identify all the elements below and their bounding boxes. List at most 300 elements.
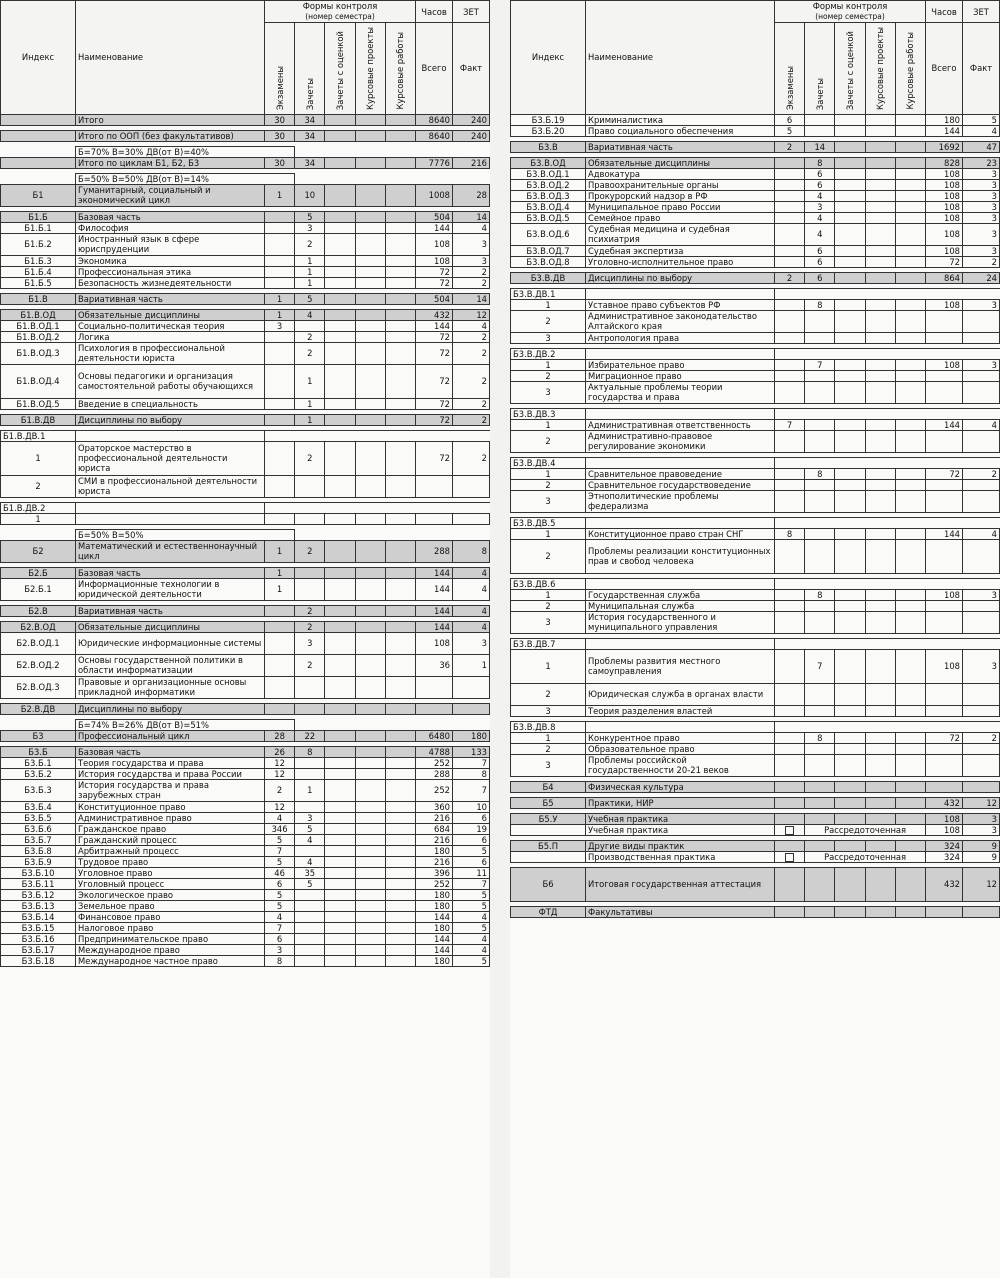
row-total-hours bbox=[926, 743, 963, 754]
row-credits bbox=[805, 430, 835, 452]
row-credits bbox=[805, 419, 835, 430]
row-fact-zet: 2 bbox=[453, 342, 490, 364]
row-total-hours: 72 bbox=[416, 342, 453, 364]
row-exams: 4 bbox=[265, 812, 295, 823]
row-exams bbox=[775, 359, 805, 370]
ratio-note-row bbox=[1, 719, 490, 730]
row-course-works bbox=[385, 746, 415, 757]
row-name: Трудовое право bbox=[76, 856, 265, 867]
row-index: Б1.В.ДВ bbox=[1, 414, 76, 425]
row-total-hours: 8640 bbox=[416, 114, 453, 125]
row-course-works bbox=[895, 743, 925, 754]
row-total-hours: 504 bbox=[416, 211, 453, 222]
row-total-hours: 72 bbox=[926, 732, 963, 743]
ratio-note-row bbox=[1, 173, 490, 184]
row-credits: 7 bbox=[805, 649, 835, 683]
header-course-projects: Курсовые проекты bbox=[865, 23, 895, 115]
row-name: Налоговое право bbox=[76, 922, 265, 933]
row-name: Психология в профессиональной деятельности юриста bbox=[76, 342, 265, 364]
row-total-hours: 108 bbox=[926, 299, 963, 310]
row-course-projects bbox=[865, 272, 895, 283]
row-credits bbox=[295, 475, 325, 497]
row-name: СМИ в профессиональной деятельности юриста bbox=[76, 475, 265, 497]
row-course-projects bbox=[355, 834, 385, 845]
row-course-projects bbox=[355, 768, 385, 779]
elective-group-index: Б3.В.ДВ.5 bbox=[511, 517, 586, 528]
row-course-works bbox=[385, 922, 415, 933]
row-fact-zet: 180 bbox=[453, 730, 490, 741]
row-course-projects bbox=[355, 211, 385, 222]
row-credits-grade bbox=[325, 900, 355, 911]
row-exams: 7 bbox=[265, 845, 295, 856]
row-name: Теория государства и права bbox=[76, 757, 265, 768]
row-name: Муниципальное право России bbox=[586, 201, 775, 212]
row-total-hours: 144 bbox=[926, 125, 963, 136]
row-course-works bbox=[895, 168, 925, 179]
table-body bbox=[1, 114, 490, 966]
row-exams bbox=[265, 703, 295, 714]
row-fact-zet: 3 bbox=[963, 201, 1000, 212]
row-total-hours bbox=[416, 703, 453, 714]
row-credits-grade bbox=[835, 539, 865, 573]
row-name: Антропология права bbox=[586, 332, 775, 343]
row-name bbox=[76, 513, 265, 524]
section-row bbox=[1, 130, 490, 141]
row-fact-zet: 5 bbox=[453, 955, 490, 966]
row-credits: 2 bbox=[295, 441, 325, 475]
row-total-hours: 72 bbox=[416, 364, 453, 398]
row-index: 1 bbox=[1, 441, 76, 475]
row-index: 2 bbox=[511, 479, 586, 490]
row-fact-zet: 2 bbox=[453, 441, 490, 475]
row-fact-zet: 8 bbox=[453, 540, 490, 562]
row-credits: 4 bbox=[295, 309, 325, 320]
row-fact-zet: 2 bbox=[963, 256, 1000, 267]
elective-group-blank bbox=[265, 430, 490, 441]
row-credits: 8 bbox=[805, 299, 835, 310]
row-name: Проблемы российской государственности 20-21 веков bbox=[586, 754, 775, 776]
row-total-hours: 4788 bbox=[416, 746, 453, 757]
row-credits: 1 bbox=[295, 364, 325, 398]
row-course-works bbox=[385, 266, 415, 277]
row-index: Б3.В.ОД.5 bbox=[511, 212, 586, 223]
row-exams bbox=[775, 223, 805, 245]
right-page bbox=[510, 0, 1000, 1278]
row-credits: 8 bbox=[805, 732, 835, 743]
row-credits-grade bbox=[835, 649, 865, 683]
row-course-works bbox=[385, 513, 415, 524]
row-name: Семейное право bbox=[586, 212, 775, 223]
row-course-projects bbox=[865, 419, 895, 430]
row-credits: 34 bbox=[295, 157, 325, 168]
section-row bbox=[511, 840, 1000, 851]
row-name: Вариативная часть bbox=[76, 605, 265, 616]
note-blank bbox=[1, 529, 76, 540]
row-credits: 4 bbox=[295, 856, 325, 867]
row-credits bbox=[805, 813, 835, 824]
row-total-hours bbox=[926, 705, 963, 716]
row-name: Конституционное право стран СНГ bbox=[586, 528, 775, 539]
row-course-projects bbox=[865, 611, 895, 633]
row-total-hours: 684 bbox=[416, 823, 453, 834]
row-exams bbox=[775, 705, 805, 716]
elective-group-blank bbox=[775, 721, 1000, 732]
row-credits: 3 bbox=[805, 201, 835, 212]
row-course-works bbox=[385, 222, 415, 233]
discipline-row bbox=[511, 479, 1000, 490]
row-course-projects bbox=[355, 255, 385, 266]
section-row bbox=[511, 797, 1000, 808]
row-total-hours: 828 bbox=[926, 157, 963, 168]
row-total-hours bbox=[926, 310, 963, 332]
elective-group-index: Б1.В.ДВ.1 bbox=[1, 430, 76, 441]
row-fact-zet: 3 bbox=[963, 190, 1000, 201]
row-course-works bbox=[895, 539, 925, 573]
header-index: Индекс bbox=[1, 1, 76, 115]
section-row bbox=[1, 414, 490, 425]
discipline-row bbox=[1, 364, 490, 398]
row-credits bbox=[295, 911, 325, 922]
row-name: Профессиональная этика bbox=[76, 266, 265, 277]
row-exams bbox=[775, 683, 805, 705]
row-credits: 5 bbox=[295, 823, 325, 834]
row-exams bbox=[775, 201, 805, 212]
elective-group-blank bbox=[586, 578, 775, 589]
row-credits-grade bbox=[325, 540, 355, 562]
row-course-works bbox=[895, 906, 925, 917]
row-course-projects bbox=[355, 889, 385, 900]
row-index bbox=[1, 157, 76, 168]
row-exams bbox=[775, 256, 805, 267]
row-credits bbox=[295, 703, 325, 714]
row-course-works bbox=[895, 797, 925, 808]
row-fact-zet: 3 bbox=[963, 245, 1000, 256]
discipline-row bbox=[511, 179, 1000, 190]
row-total-hours: 252 bbox=[416, 779, 453, 801]
row-exams: 1 bbox=[265, 293, 295, 304]
row-credits: 4 bbox=[805, 212, 835, 223]
row-course-works bbox=[895, 141, 925, 152]
row-credits bbox=[805, 600, 835, 611]
row-exams bbox=[775, 813, 805, 824]
row-course-works bbox=[385, 255, 415, 266]
row-credits bbox=[805, 332, 835, 343]
row-fact-zet: 4 bbox=[453, 621, 490, 632]
row-total-hours bbox=[926, 332, 963, 343]
row-credits bbox=[295, 578, 325, 600]
checkbox[interactable] bbox=[785, 853, 794, 862]
row-course-works bbox=[895, 754, 925, 776]
row-course-projects bbox=[865, 649, 895, 683]
row-course-works bbox=[895, 705, 925, 716]
section-row bbox=[511, 157, 1000, 168]
row-total-hours: 7776 bbox=[416, 157, 453, 168]
row-index: Б2.В.ОД.2 bbox=[1, 654, 76, 676]
row-index: 3 bbox=[511, 381, 586, 403]
row-total-hours: 108 bbox=[926, 223, 963, 245]
row-fact-zet: 3 bbox=[453, 233, 490, 255]
row-credits bbox=[805, 539, 835, 573]
row-credits-grade bbox=[835, 223, 865, 245]
row-credits-grade bbox=[325, 768, 355, 779]
row-name: Итого bbox=[76, 114, 265, 125]
note-blank bbox=[295, 173, 490, 184]
row-name: Обязательные дисциплины bbox=[586, 157, 775, 168]
row-fact-zet: 8 bbox=[453, 768, 490, 779]
row-exams: 2 bbox=[775, 272, 805, 283]
row-course-works bbox=[385, 834, 415, 845]
section-row bbox=[1, 540, 490, 562]
elective-group-blank bbox=[775, 408, 1000, 419]
row-course-works bbox=[385, 911, 415, 922]
row-credits bbox=[805, 310, 835, 332]
row-fact-zet: 3 bbox=[963, 813, 1000, 824]
row-index: Б1.Б.2 bbox=[1, 233, 76, 255]
row-course-projects bbox=[355, 676, 385, 698]
row-credits bbox=[295, 933, 325, 944]
row-course-works bbox=[895, 867, 925, 901]
row-credits-grade bbox=[835, 114, 865, 125]
row-exams bbox=[775, 468, 805, 479]
row-credits-grade bbox=[325, 309, 355, 320]
row-total-hours: 216 bbox=[416, 856, 453, 867]
row-exams bbox=[775, 649, 805, 683]
discipline-row bbox=[511, 528, 1000, 539]
row-fact-zet: 14 bbox=[453, 211, 490, 222]
header-forms: Формы контроля (номер семестра) bbox=[775, 1, 926, 23]
header-zet: ЗЕТ bbox=[963, 1, 1000, 23]
row-fact-zet: 12 bbox=[963, 797, 1000, 808]
discipline-row bbox=[1, 632, 490, 654]
row-course-works bbox=[385, 703, 415, 714]
row-exams: 1 bbox=[265, 540, 295, 562]
row-name: Практики, НИР bbox=[586, 797, 775, 808]
row-course-works bbox=[385, 632, 415, 654]
row-credits-grade bbox=[325, 654, 355, 676]
section-row bbox=[1, 703, 490, 714]
row-course-works bbox=[895, 479, 925, 490]
discipline-row bbox=[511, 600, 1000, 611]
row-course-works bbox=[385, 540, 415, 562]
row-exams bbox=[775, 157, 805, 168]
row-name: Проблемы развития местного самоуправления bbox=[586, 649, 775, 683]
row-name: Адвокатура bbox=[586, 168, 775, 179]
row-exams bbox=[775, 589, 805, 600]
row-name: Дисциплины по выбору bbox=[76, 703, 265, 714]
row-exams: 6 bbox=[265, 933, 295, 944]
row-credits-grade bbox=[325, 567, 355, 578]
row-course-projects bbox=[355, 900, 385, 911]
row-credits-grade bbox=[835, 600, 865, 611]
row-name: Прокурорский надзор в РФ bbox=[586, 190, 775, 201]
row-credits bbox=[295, 320, 325, 331]
row-course-works bbox=[895, 256, 925, 267]
row-fact-zet: 4 bbox=[963, 528, 1000, 539]
row-course-projects bbox=[865, 256, 895, 267]
practice-row bbox=[511, 824, 1000, 835]
row-fact-zet: 3 bbox=[963, 168, 1000, 179]
row-name: Ораторское мастерство в профессиональной деятельности юриста bbox=[76, 441, 265, 475]
section-row bbox=[511, 141, 1000, 152]
row-exams bbox=[775, 867, 805, 901]
row-name: Образовательное право bbox=[586, 743, 775, 754]
row-credits: 5 bbox=[295, 211, 325, 222]
row-course-works bbox=[385, 233, 415, 255]
row-credits: 8 bbox=[805, 157, 835, 168]
discipline-row bbox=[1, 233, 490, 255]
row-fact-zet: 7 bbox=[453, 757, 490, 768]
row-fact-zet: 3 bbox=[963, 359, 1000, 370]
row-index: Б3.Б.17 bbox=[1, 944, 76, 955]
discipline-row bbox=[1, 922, 490, 933]
row-exams: 12 bbox=[265, 801, 295, 812]
checkbox[interactable] bbox=[785, 826, 794, 835]
row-exams: 5 bbox=[265, 834, 295, 845]
row-fact-zet: 4 bbox=[453, 222, 490, 233]
row-total-hours: 432 bbox=[416, 309, 453, 320]
row-exams bbox=[775, 310, 805, 332]
row-course-works bbox=[895, 490, 925, 512]
row-total-hours: 180 bbox=[926, 114, 963, 125]
row-course-works bbox=[385, 676, 415, 698]
row-course-works bbox=[895, 381, 925, 403]
row-course-projects bbox=[355, 703, 385, 714]
row-credits-grade bbox=[835, 272, 865, 283]
row-course-projects bbox=[355, 779, 385, 801]
row-course-works bbox=[385, 845, 415, 856]
discipline-row bbox=[1, 768, 490, 779]
row-course-projects bbox=[355, 157, 385, 168]
row-exams bbox=[265, 211, 295, 222]
row-course-projects bbox=[865, 906, 895, 917]
row-credits bbox=[805, 683, 835, 705]
row-total-hours: 216 bbox=[416, 812, 453, 823]
row-index: 2 bbox=[511, 683, 586, 705]
row-credits-grade bbox=[835, 611, 865, 633]
row-course-projects bbox=[355, 414, 385, 425]
row-exams bbox=[265, 364, 295, 398]
row-credits: 2 bbox=[295, 233, 325, 255]
discipline-row bbox=[511, 212, 1000, 223]
discipline-row bbox=[511, 381, 1000, 403]
left-page bbox=[0, 0, 490, 1278]
row-course-works bbox=[895, 125, 925, 136]
row-credits: 6 bbox=[805, 245, 835, 256]
row-course-works bbox=[895, 732, 925, 743]
row-fact-zet: 7 bbox=[453, 878, 490, 889]
row-exams bbox=[265, 233, 295, 255]
discipline-row bbox=[1, 955, 490, 966]
row-total-hours: 144 bbox=[416, 621, 453, 632]
row-credits: 6 bbox=[805, 256, 835, 267]
row-exams bbox=[775, 906, 805, 917]
row-index: Б2.Б bbox=[1, 567, 76, 578]
row-index: 3 bbox=[511, 705, 586, 716]
row-exams bbox=[265, 654, 295, 676]
row-exams bbox=[775, 168, 805, 179]
row-fact-zet: 3 bbox=[963, 212, 1000, 223]
row-index: Б2.В.ОД.3 bbox=[1, 676, 76, 698]
section-row bbox=[511, 272, 1000, 283]
elective-group-blank bbox=[76, 430, 265, 441]
row-credits-grade bbox=[325, 632, 355, 654]
row-credits bbox=[805, 867, 835, 901]
row-course-works bbox=[385, 475, 415, 497]
row-course-works bbox=[895, 359, 925, 370]
row-credits bbox=[295, 955, 325, 966]
row-index bbox=[511, 851, 586, 862]
row-credits: 1 bbox=[295, 255, 325, 266]
row-name: Административное право bbox=[76, 812, 265, 823]
section-row bbox=[1, 730, 490, 741]
row-name: История государства и права России bbox=[76, 768, 265, 779]
row-total-hours: 144 bbox=[416, 605, 453, 616]
row-credits: 2 bbox=[295, 540, 325, 562]
row-exams bbox=[775, 370, 805, 381]
row-course-projects bbox=[865, 840, 895, 851]
row-credits-grade bbox=[835, 419, 865, 430]
row-course-projects bbox=[865, 867, 895, 901]
elective-group-index: Б3.В.ДВ.8 bbox=[511, 721, 586, 732]
row-name: Административно-правовое регулирование экономики bbox=[586, 430, 775, 452]
row-total-hours bbox=[926, 539, 963, 573]
row-course-works bbox=[895, 611, 925, 633]
row-exams: 5 bbox=[265, 889, 295, 900]
ratio-note: Б=50% В=50% ДВ(от В)=14% bbox=[76, 173, 295, 184]
row-credits: 2 bbox=[295, 621, 325, 632]
row-exams: 46 bbox=[265, 867, 295, 878]
row-course-works bbox=[385, 130, 415, 141]
header-total: Всего bbox=[416, 23, 453, 115]
elective-group-blank bbox=[775, 348, 1000, 359]
row-exams bbox=[775, 600, 805, 611]
row-exams bbox=[775, 430, 805, 452]
row-exams bbox=[775, 479, 805, 490]
row-course-projects bbox=[865, 813, 895, 824]
row-course-projects bbox=[355, 933, 385, 944]
row-index: 3 bbox=[511, 332, 586, 343]
row-total-hours: 108 bbox=[926, 359, 963, 370]
row-fact-zet: 4 bbox=[453, 567, 490, 578]
row-index: ФТД bbox=[511, 906, 586, 917]
row-course-works bbox=[385, 414, 415, 425]
row-total-hours: 144 bbox=[926, 419, 963, 430]
row-fact-zet: 3 bbox=[963, 649, 1000, 683]
row-name: Социально-политическая теория bbox=[76, 320, 265, 331]
row-credits bbox=[295, 567, 325, 578]
row-total-hours: 180 bbox=[416, 900, 453, 911]
row-index: Б3.Б.18 bbox=[1, 955, 76, 966]
row-total-hours: 108 bbox=[926, 245, 963, 256]
row-name: Сравнительное государствоведение bbox=[586, 479, 775, 490]
elective-group-blank bbox=[775, 517, 1000, 528]
row-total-hours: 144 bbox=[926, 528, 963, 539]
row-total-hours: 144 bbox=[416, 578, 453, 600]
row-exams bbox=[775, 212, 805, 223]
row-course-projects bbox=[355, 922, 385, 933]
row-fact-zet bbox=[963, 906, 1000, 917]
row-name: Актуальные проблемы теории государства и права bbox=[586, 381, 775, 403]
row-credits bbox=[295, 889, 325, 900]
row-name: Конституционное право bbox=[76, 801, 265, 812]
row-course-projects bbox=[865, 797, 895, 808]
row-name: Итого по ООП (без факультативов) bbox=[76, 130, 265, 141]
row-course-projects bbox=[865, 223, 895, 245]
row-index: Б3.Б.19 bbox=[511, 114, 586, 125]
row-name: Международное частное право bbox=[76, 955, 265, 966]
row-total-hours: 72 bbox=[416, 441, 453, 475]
row-credits-grade bbox=[325, 757, 355, 768]
